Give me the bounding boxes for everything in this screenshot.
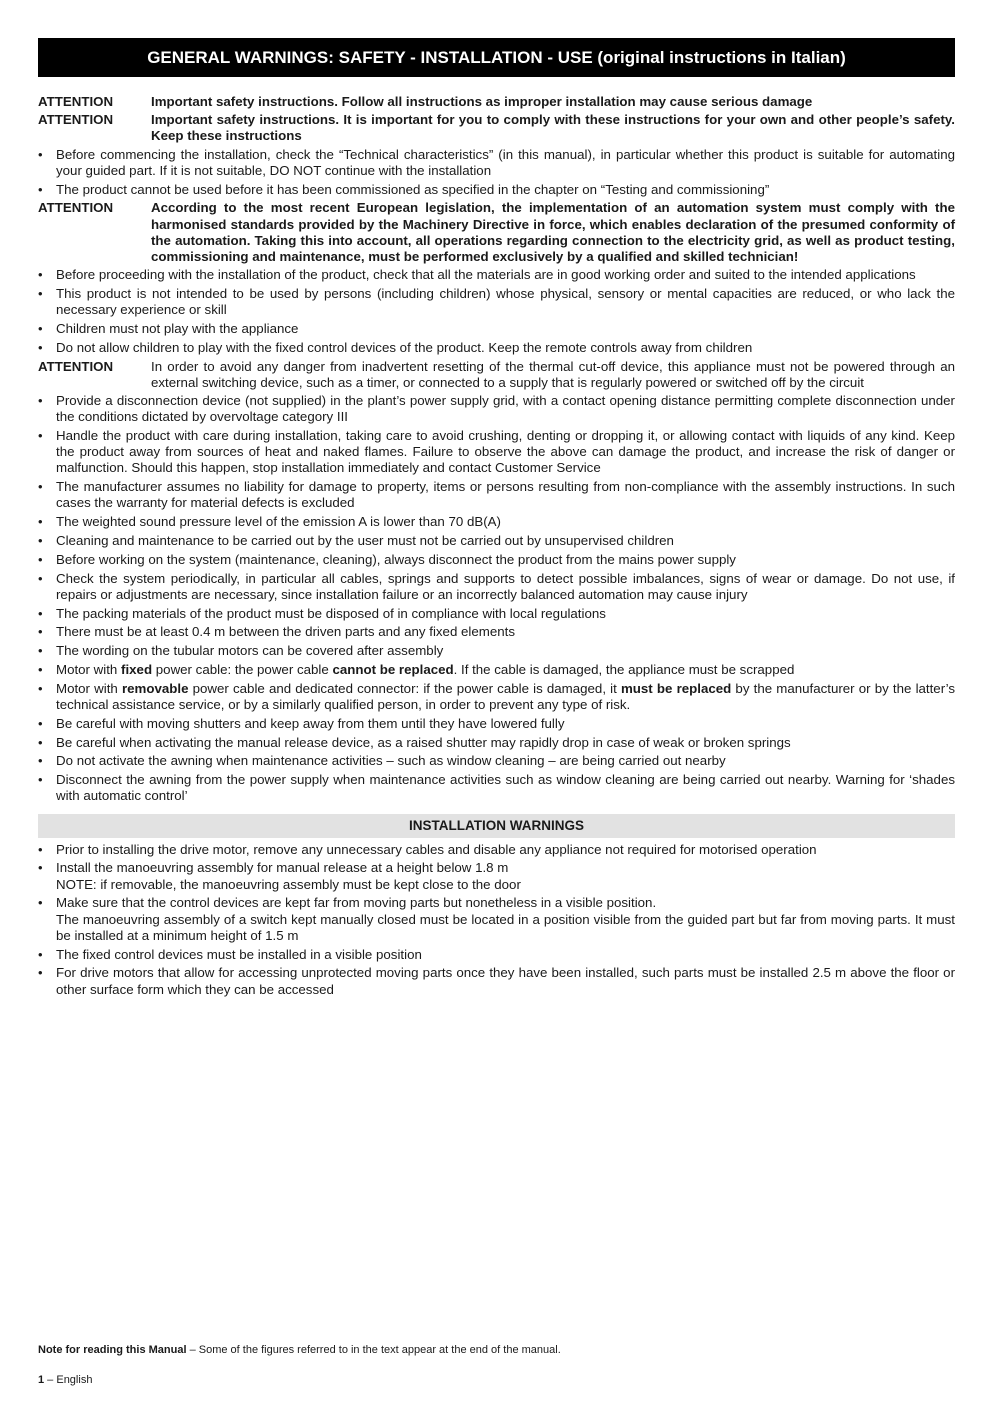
bullet-icon: • — [38, 514, 43, 530]
list-item-text — [56, 716, 955, 732]
text-run: The weighted sound pressure level of the emission A is lower than 70 dB(A) — [56, 514, 501, 530]
text-run: Disconnect the awning from the power supply when maintenance activities such as window cleaning are being carried out nearby. Warning for ‘shades with automatic control’ — [56, 772, 955, 804]
bullet-icon: • — [38, 624, 43, 640]
warnings-content — [38, 94, 955, 998]
list-item-text — [56, 965, 955, 997]
bullet-icon: • — [38, 605, 43, 621]
list-item — [38, 753, 955, 769]
text-run: Check the system periodically, in particular all cables, springs and supports to detect possible imbalances, signs of wear or damage. Do not use, if repairs or adjustments are necessary, since installation failure or an incorrectly balanced automation may cause injury — [56, 570, 955, 602]
list-item-text — [56, 267, 955, 283]
bullet-icon: • — [38, 662, 43, 677]
document-page — [38, 38, 955, 1000]
text-run: Install the manoeuvring assembly for manual release at a height below 1.8 m — [56, 860, 509, 876]
list-item-text — [56, 428, 955, 477]
list-item-text — [56, 147, 955, 179]
list-item — [38, 321, 955, 337]
list-item-text — [56, 624, 955, 640]
text-run: by the manufacturer or by the latter’s technical assistance service, or by a similarly qualified person, in order to prevent any type of risk. — [56, 680, 955, 712]
list-item — [38, 479, 955, 511]
text-run: This product is not intended to be used by persons (including children) whose physical, sensory or mental capacities are reduced, or who lack the necessary experience or skill — [56, 286, 955, 318]
list-item — [38, 772, 955, 804]
list-item-text — [56, 286, 955, 318]
list-item-text — [56, 321, 955, 337]
list-item-text — [56, 895, 955, 944]
list-item-text — [56, 753, 955, 769]
attention-block — [38, 112, 955, 144]
list-item — [38, 842, 955, 858]
attention-block — [38, 200, 955, 265]
list-item — [38, 552, 955, 568]
list-item — [38, 340, 955, 356]
bullet-icon: • — [38, 753, 43, 769]
list-item-text — [56, 533, 955, 549]
list-item — [38, 681, 955, 713]
list-item-text — [56, 842, 955, 858]
text-run: Prior to installing the drive motor, remove any unnecessary cables and disable any appliance not required for motorised operation — [56, 841, 817, 857]
text-run: Handle the product with care during installation, taking care to avoid crushing, denting or dropping it, or allowing contact with liquids of any kind. Keep the product away from sources of heat and naked flames. Failure to observe the above can damage the product, and increase the risk of danger or malfunction. Should this happen, stop installation immediately and contact Customer Service — [56, 428, 955, 476]
list-item — [38, 895, 955, 944]
bullet-icon: • — [38, 734, 43, 750]
attention-label: ATTENTION — [38, 94, 114, 109]
attention-text: Important safety instructions. It is important for you to comply with these instructions for your own and other people’s safety. Keep these instructions — [151, 112, 955, 144]
list-item — [38, 393, 955, 425]
bullet-icon: • — [38, 946, 43, 962]
text-run: The wording on the tubular motors can be covered after assembly — [56, 643, 444, 659]
attention-block — [38, 94, 955, 110]
list-item — [38, 182, 955, 198]
attention-text: According to the most recent European legislation, the implementation of an automation system must comply with the harmonised standards provided by the Machinery Directive in force, which enables declaration of the presumed conformity of the automation. Taking this into account, all operations regarding connection to the electricity grid, as well as product testing, commissioning and maintenance, must be performed exclusively by a qualified and skilled technician! — [151, 200, 955, 265]
attention-text: Important safety instructions. Follow all instructions as improper installation may cause serious damage — [151, 94, 813, 109]
text-run: Provide a disconnection device (not supplied) in the plant’s power supply grid, with a contact opening distance permitting complete disconnection under the conditions dictated by overvoltage category III — [56, 393, 955, 425]
list-item — [38, 965, 955, 997]
text-run: For drive motors that allow for accessing unprotected moving parts once they have been installed, such parts must be installed 2.5 m above the floor or other surface form which they can be accessed — [56, 965, 955, 997]
attention-label: ATTENTION — [38, 112, 114, 128]
page-number — [38, 1374, 92, 1386]
list-item-text — [56, 479, 955, 511]
text-run: NOTE: if removable, the manoeuvring assembly must be kept close to the door — [56, 876, 521, 892]
text-run: Do not activate the awning when maintenance activities – such as window cleaning – are being carried out nearby — [56, 753, 726, 769]
text-run: The product cannot be used before it has been commissioned as specified in the chapter on “Testing and commissioning” — [56, 181, 770, 197]
text-run: power cable: the power cable — [152, 662, 333, 677]
list-item — [38, 947, 955, 963]
bullet-icon: • — [38, 181, 43, 197]
bullet-icon: • — [38, 286, 43, 302]
list-item-text — [56, 393, 955, 425]
emphasis-text: must be replaced — [620, 680, 732, 696]
reading-note-label: Note for reading this Manual — [38, 1344, 187, 1356]
text-run: The manoeuvring assembly of a switch kept manually closed must be located in a position visible from the guided part but far from moving parts. It must be installed at a minimum height of 1.5 m — [56, 911, 955, 943]
list-item-text — [56, 514, 955, 530]
list-item — [38, 428, 955, 477]
list-item — [38, 286, 955, 318]
text-run: Children must not play with the appliance — [56, 321, 299, 337]
list-item — [38, 533, 955, 549]
text-run: Cleaning and maintenance to be carried out by the user must not be carried out by unsupervised children — [56, 533, 674, 549]
text-run: . If the cable is damaged, the appliance must be scrapped — [453, 662, 795, 677]
list-item — [38, 716, 955, 732]
bullet-icon: • — [38, 428, 43, 444]
list-item — [38, 571, 955, 603]
attention-text: In order to avoid any danger from inadvertent resetting of the thermal cut-off device, this appliance must not be powered through an external switching device, such as a timer, or connected to a supply that is regularly powered or switched off by the circuit — [151, 358, 955, 390]
list-item-text — [56, 643, 955, 659]
text-run: There must be at least 0.4 m between the driven parts and any fixed elements — [56, 624, 515, 640]
list-item-text — [56, 860, 955, 892]
emphasis-text: cannot be replaced — [332, 662, 454, 677]
bullet-icon: • — [38, 680, 43, 696]
bullet-icon: • — [38, 479, 43, 495]
text-run: Do not allow children to play with the fixed control devices of the product. Keep the remote controls away from children — [56, 339, 753, 355]
bullet-icon: • — [38, 643, 43, 659]
list-item-text — [56, 571, 955, 603]
text-run: The packing materials of the product must be disposed of in compliance with local regulations — [56, 605, 606, 621]
bullet-icon: • — [38, 772, 43, 788]
list-item-text — [56, 606, 955, 622]
list-item — [38, 735, 955, 751]
text-run: Motor with — [56, 680, 122, 696]
list-item — [38, 606, 955, 622]
bullet-icon: • — [38, 841, 43, 857]
list-item-text — [56, 182, 955, 198]
section-heading: INSTALLATION WARNINGS — [38, 814, 955, 838]
page-title: GENERAL WARNINGS: SAFETY - INSTALLATION - USE (original instructions in Italian) — [38, 38, 955, 77]
bullet-icon: • — [38, 267, 43, 283]
emphasis-text: fixed — [121, 662, 153, 677]
list-item — [38, 514, 955, 530]
page-number-value: 1 — [38, 1374, 45, 1386]
bullet-icon: • — [38, 321, 43, 337]
list-item-text — [56, 947, 955, 963]
text-run: Be careful when activating the manual release device, as a raised shutter may rapidly drop in case of weak or broken springs — [56, 734, 791, 750]
text-run: Make sure that the control devices are kept far from moving parts but nonetheless in a visible position. — [56, 895, 657, 911]
bullet-icon: • — [38, 393, 43, 409]
page-language: – English — [44, 1374, 93, 1386]
list-item — [38, 643, 955, 659]
bullet-icon: • — [38, 533, 43, 549]
text-run: Before working on the system (maintenance, cleaning), always disconnect the product from the mains power supply — [56, 551, 736, 567]
list-item — [38, 624, 955, 640]
list-item-text — [56, 772, 955, 804]
reading-note-text: – Some of the figures referred to in the text appear at the end of the manual. — [186, 1344, 561, 1356]
text-run: Motor with — [56, 662, 122, 677]
text-run: The fixed control devices must be installed in a visible position — [56, 946, 422, 962]
list-item — [38, 860, 955, 892]
emphasis-text: removable — [121, 680, 189, 696]
bullet-icon: • — [38, 146, 43, 162]
list-item-text — [56, 552, 955, 568]
bullet-icon: • — [38, 339, 43, 355]
bullet-icon: • — [38, 895, 43, 911]
text-run: power cable and dedicated connector: if the power cable is damaged, it — [188, 680, 621, 696]
text-run: The manufacturer assumes no liability for damage to property, items or persons resulting from non-compliance with the assembly instructions. In such cases the warranty for material defects is excluded — [56, 479, 955, 511]
bullet-icon: • — [38, 551, 43, 567]
attention-block — [38, 359, 955, 391]
bullet-icon: • — [38, 570, 43, 586]
attention-label: ATTENTION — [38, 358, 114, 374]
list-item — [38, 662, 955, 678]
list-item-text — [56, 735, 955, 751]
list-item-text — [56, 681, 955, 713]
reading-note — [38, 1343, 561, 1357]
list-item — [38, 267, 955, 283]
list-item-text — [56, 662, 955, 678]
list-item-text — [56, 340, 955, 356]
text-run: Before commencing the installation, check the “Technical characteristics” (in this manual), in particular whether this product is suitable for automating your guided part. If it is not suitable, DO NOT continue with the installation — [56, 146, 955, 178]
text-run: Before proceeding with the installation of the product, check that all the materials are in good working order and suited to the intended applications — [56, 267, 916, 283]
list-item — [38, 147, 955, 179]
bullet-icon: • — [38, 715, 43, 731]
bullet-icon: • — [38, 860, 43, 876]
attention-label: ATTENTION — [38, 200, 114, 216]
text-run: Be careful with moving shutters and keep away from them until they have lowered fully — [56, 715, 565, 731]
bullet-icon: • — [38, 965, 43, 981]
